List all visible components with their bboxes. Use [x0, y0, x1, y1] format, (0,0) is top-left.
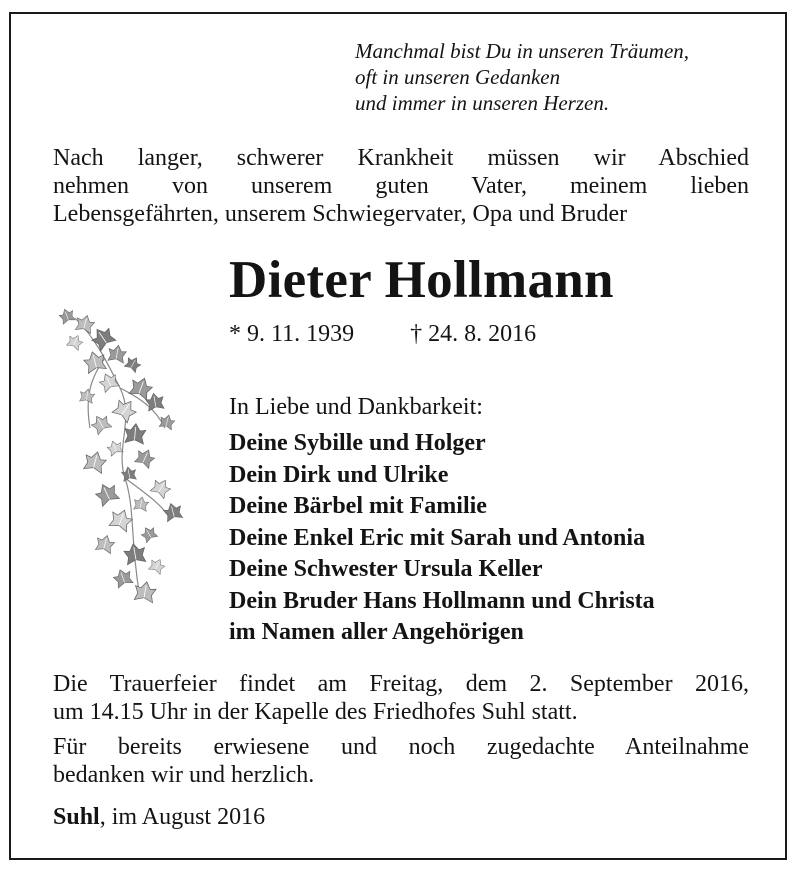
quote-line: oft in unseren Gedanken	[355, 65, 561, 89]
service-announcement	[53, 670, 749, 726]
gratitude-line: Für bereits erwiesene und noch zugedachte Anteilnahme	[53, 734, 749, 760]
list-item: Dein Dirk und Ulrike	[229, 461, 449, 488]
obituary-notice	[9, 12, 787, 860]
intro-line: nehmen von unserem guten Vater, meinem lieben	[53, 173, 749, 199]
quote-line: Manchmal bist Du in unseren Träumen,	[355, 39, 690, 63]
list-item: Dein Bruder Hans Hollmann und Christa	[229, 587, 655, 614]
list-item: Deine Schwester Ursula Keller	[229, 556, 543, 582]
closing-date: , im August 2016	[99, 804, 266, 830]
service-line: Die Trauerfeier findet am Freitag, dem 2. September 2016,	[53, 671, 749, 697]
list-item: Deine Enkel Eric mit Sarah und Antonia	[229, 524, 646, 551]
list-item: Deine Bärbel mit Familie	[229, 493, 487, 519]
intro-paragraph	[53, 144, 749, 228]
ivy-vine-icon	[45, 298, 185, 608]
gratitude-line: bedanken wir und herzlich.	[53, 762, 315, 788]
closing-line	[53, 802, 265, 832]
intro-line: Nach langer, schwerer Krankheit müssen wir Abschied	[53, 145, 749, 171]
quote-line: und immer in unseren Herzen.	[355, 91, 610, 115]
deceased-name: Dieter Hollmann	[229, 251, 614, 309]
list-item: Deine Sybille und Holger	[229, 430, 486, 456]
gratitude-paragraph	[53, 733, 749, 789]
memorial-quote	[355, 38, 775, 116]
life-dates	[229, 319, 649, 349]
mourners-list	[229, 428, 655, 649]
service-line: um 14.15 Uhr in der Kapelle des Friedhofes Suhl statt.	[53, 699, 578, 725]
intro-line: Lebensgefährten, unserem Schwiegervater, Opa und Bruder	[53, 201, 628, 227]
death-date: † 24. 8. 2016	[410, 321, 537, 347]
mourners-heading: In Liebe und Dankbarkeit:	[229, 394, 483, 420]
closing-place: Suhl	[53, 804, 100, 830]
birth-date: * 9. 11. 1939	[229, 321, 355, 347]
list-item: im Namen aller Angehörigen	[229, 619, 524, 645]
